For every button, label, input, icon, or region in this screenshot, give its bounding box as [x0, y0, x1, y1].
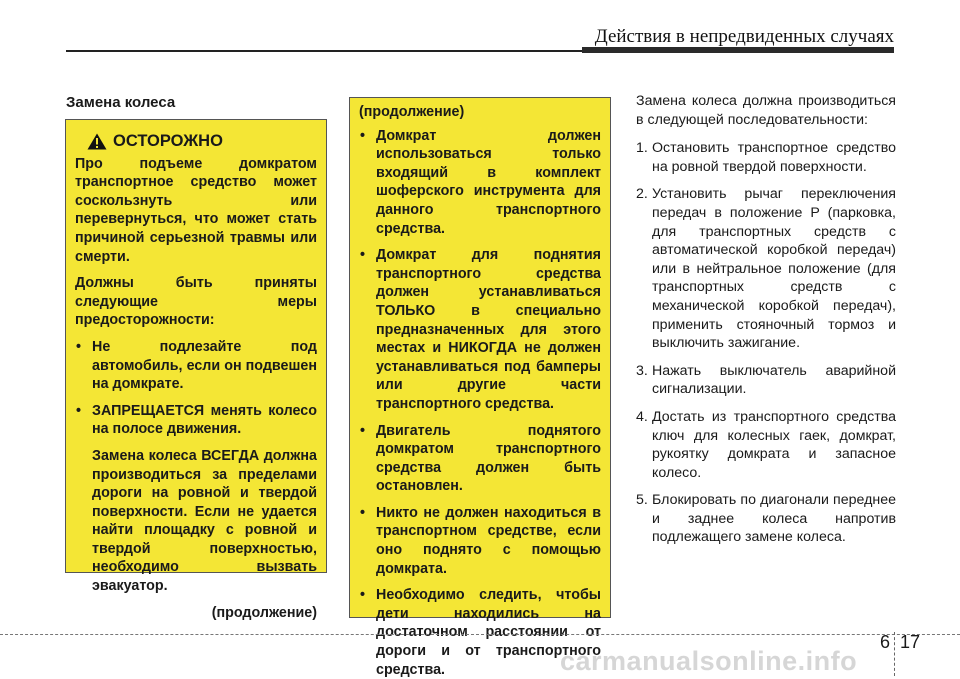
- step-item: [636, 408, 896, 482]
- warning-bullet-list: [359, 127, 601, 679]
- warning-bullet: • Домкрат должен использоваться только входящий в комплект шоферского инструмента для данного транспортного средства.: [360, 127, 601, 237]
- warning-intro: Про подъеме домкратом транспортное средство может соскользнуть или перевернуться, что может стать причиной серьезной травмы или смерти.: [75, 155, 317, 265]
- warning-triangle-icon: [87, 133, 107, 150]
- warning-bullet: • Двигатель поднятого домкратом транспортного средства должен быть остановлен.: [360, 422, 601, 495]
- step-number: 2.: [636, 186, 648, 203]
- step-text: Нажать выключатель аварийной сигнализации.: [652, 362, 896, 398]
- warning-bullet: • Необходимо следить, чтобы дети находились на достаточном расстоянии от дороги и от транспортного средства.: [360, 587, 601, 678]
- chapter-number: 6: [880, 632, 891, 652]
- warning-heading: [87, 132, 317, 151]
- step-item: [636, 139, 896, 176]
- bullet-text: Домкрат для поднятия транспортного средства должен устанавливаться ТОЛЬКО в специально предназначенных для этого местах и НИКОГДА не должен устанавливаться под бамперы или другие части транспортного средства.: [376, 247, 601, 412]
- step-text: Достать из транспортного средства ключ для колесных гаек, домкрат, рукоятку домкрата и запасное колесо.: [652, 408, 896, 481]
- step-number: 5.: [636, 492, 648, 509]
- step-item: [636, 491, 896, 547]
- warning-title: ОСТОРОЖНО: [113, 132, 223, 150]
- warning-precautions: Должны быть приняты следующие меры предосторожности:: [75, 275, 317, 329]
- warning-bullet: • Домкрат для поднятия транспортного средства должен устанавливаться ТОЛЬКО в специально предназначенных для этого местах и НИКОГДА не должен устанавливаться под бамперы или другие части транспортного средства.: [360, 247, 601, 412]
- warning-box: [65, 119, 327, 621]
- warning-sub-paragraph: Замена колеса ВСЕГДА должна производиться за пределами дороги на ровной и твердой поверхности. Если не удается найти площадку с ровной и твердой поверхностью, необходимо вызвать эвакуатор.: [92, 447, 317, 595]
- warning-bullet: • ЗАПРЕЩАЕТСЯ менять колесо на полосе движения.: [76, 402, 317, 438]
- instructions-intro: Замена колеса должна производиться в следующей последовательности:: [636, 93, 896, 128]
- warning-bullet: • Не подлезайте под автомобиль, если он подвешен на домкрате.: [76, 338, 317, 393]
- continued-label: (продолжение): [211, 604, 317, 621]
- step-item: [636, 362, 896, 399]
- bullet-text: Не подлезайте под автомобиль, если он подвешен на домкрате.: [92, 338, 317, 393]
- warning-box-continued: [349, 97, 611, 678]
- page-number-separator: [894, 632, 895, 676]
- bullet-text: Домкрат должен использоваться только входящий в комплект шоферского инструмента для данного транспортного средства.: [376, 127, 601, 237]
- warning-bullet-list: [75, 338, 317, 439]
- warning-bullet: • Никто не должен находиться в транспортном средстве, если оно поднято с помощью домкрата.: [360, 504, 601, 577]
- footer-divider: [0, 634, 960, 635]
- step-text: Блокировать по диагонали переднее и заднее колеса напротив подлежащего замене колеса.: [652, 492, 896, 546]
- section-header: Действия в непредвиденных случаях: [594, 26, 894, 47]
- header-rule-accent: [582, 47, 894, 53]
- continued-label: (продолжение): [359, 104, 465, 120]
- page-number: 17: [900, 632, 921, 652]
- instructions: [636, 92, 896, 556]
- bullet-text: Никто не должен находиться в транспортном средстве, если оно поднято с помощью домкрата.: [376, 504, 601, 577]
- step-number: 3.: [636, 362, 648, 379]
- step-number: 4.: [636, 408, 648, 425]
- step-number: 1.: [636, 140, 648, 157]
- bullet-text: Необходимо следить, чтобы дети находились на достаточном расстоянии от дороги и от транспортного средства.: [376, 587, 601, 678]
- steps-list: [636, 139, 896, 547]
- page-title: Замена колеса: [66, 94, 176, 111]
- step-text: Установить рычаг переключения передач в положение P (парковка, для транспортных средств с автоматической коробкой передач) или в нейтральное положение (для транспортных средств с механической коробкой передач), применить стояночный тормоз и выключить зажигание.: [652, 186, 896, 352]
- header-rule: [66, 50, 582, 52]
- step-item: [636, 185, 896, 352]
- bullet-text: Двигатель поднятого домкратом транспортного средства должен быть остановлен.: [376, 422, 601, 495]
- bullet-text: ЗАПРЕЩАЕТСЯ менять колесо на полосе движения.: [92, 402, 317, 438]
- step-text: Остановить транспортное средство на ровной твердой поверхности.: [652, 140, 896, 175]
- watermark: carmanualsonline.info: [560, 646, 858, 676]
